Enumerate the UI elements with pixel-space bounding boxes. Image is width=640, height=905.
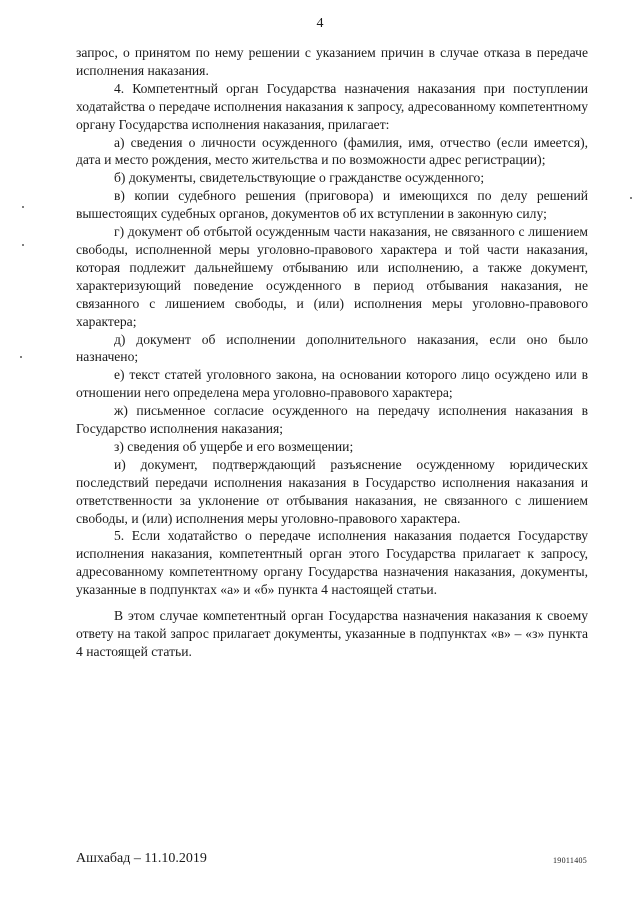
page-number: 4	[316, 16, 324, 31]
subparagraph-a: а) сведения о личности осужденного (фамилия, имя, отчество (если имеется), дата и место рождения, место жительства и по возможности адрес регистрации);	[76, 134, 588, 168]
scan-speck	[20, 356, 22, 358]
subparagraph-i: и) документ, подтверждающий разъяснение осужденному юридических последствий передачи исполнения наказания в Государство исполнения наказания и ответственности за уклонение от отбывания наказания, не связанного с лишением свободы, и (или) исполнения меры уголовно-правового характера.	[76, 456, 588, 526]
scan-speck	[22, 244, 24, 246]
document-body	[76, 44, 588, 661]
subparagraph-b: б) документы, свидетельствующие о гражданстве осужденного;	[114, 170, 485, 186]
footer-place-date: Ашхабад – 11.10.2019	[76, 851, 207, 866]
subparagraph-d: д) документ об исполнении дополнительного наказания, если оно было назначено;	[76, 331, 588, 365]
paragraph-item-4: 4. Компетентный орган Государства назначения наказания при поступлении ходатайства о передаче исполнения наказания к запросу, адресованному компетентному органу Государства исполнения наказания, прилагает:	[76, 80, 588, 132]
scan-speck	[630, 197, 632, 199]
scan-speck	[22, 206, 24, 208]
paragraph-continuation: запрос, о принятом по нему решении с указанием причин в случае отказа в передаче исполнения наказания.	[76, 45, 588, 78]
subparagraph-g: г) документ об отбытой осужденным части наказания, не связанного с лишением свободы, исполненной меры уголовно-правового характера и той части наказания, которая подлежит дальнейшему отбыванию или исполнению, а также документ, характеризующий поведение осужденного в период отбывания наказания, не связанного с лишением свободы, и (или) исполнения меры уголовно-правового характера;	[76, 224, 588, 329]
footer-doc-code: 19011405	[553, 856, 588, 865]
paragraph-item-5: 5. Если ходатайство о передаче исполнения наказания подается Государству исполнения наказания, компетентный орган этого Государства прилагает к запросу, адресованному компетентному органу Государства назначения наказания, документы, указанные в подпунктах «а» и «б» пункта 4 настоящей статьи.	[76, 528, 588, 598]
subparagraph-zh: ж) письменное согласие осужденного на передачу исполнения наказания в Государство исполнения наказания;	[76, 403, 588, 437]
subparagraph-z: з) сведения об ущербе и его возмещении;	[114, 438, 354, 454]
subparagraph-v: в) копии судебного решения (приговора) и имеющихся по делу решений вышестоящих судебных органов, документов об их вступлении в законную силу;	[76, 188, 588, 222]
subparagraph-e: е) текст статей уголовного закона, на основании которого лицо осуждено или в отношении него определена мера уголовно-правового характера;	[76, 367, 588, 401]
paragraph-closing: В этом случае компетентный орган Государства назначения наказания к своему ответу на такой запрос прилагает документы, указанные в подпунктах «в» – «з» пункта 4 настоящей статьи.	[76, 608, 588, 659]
